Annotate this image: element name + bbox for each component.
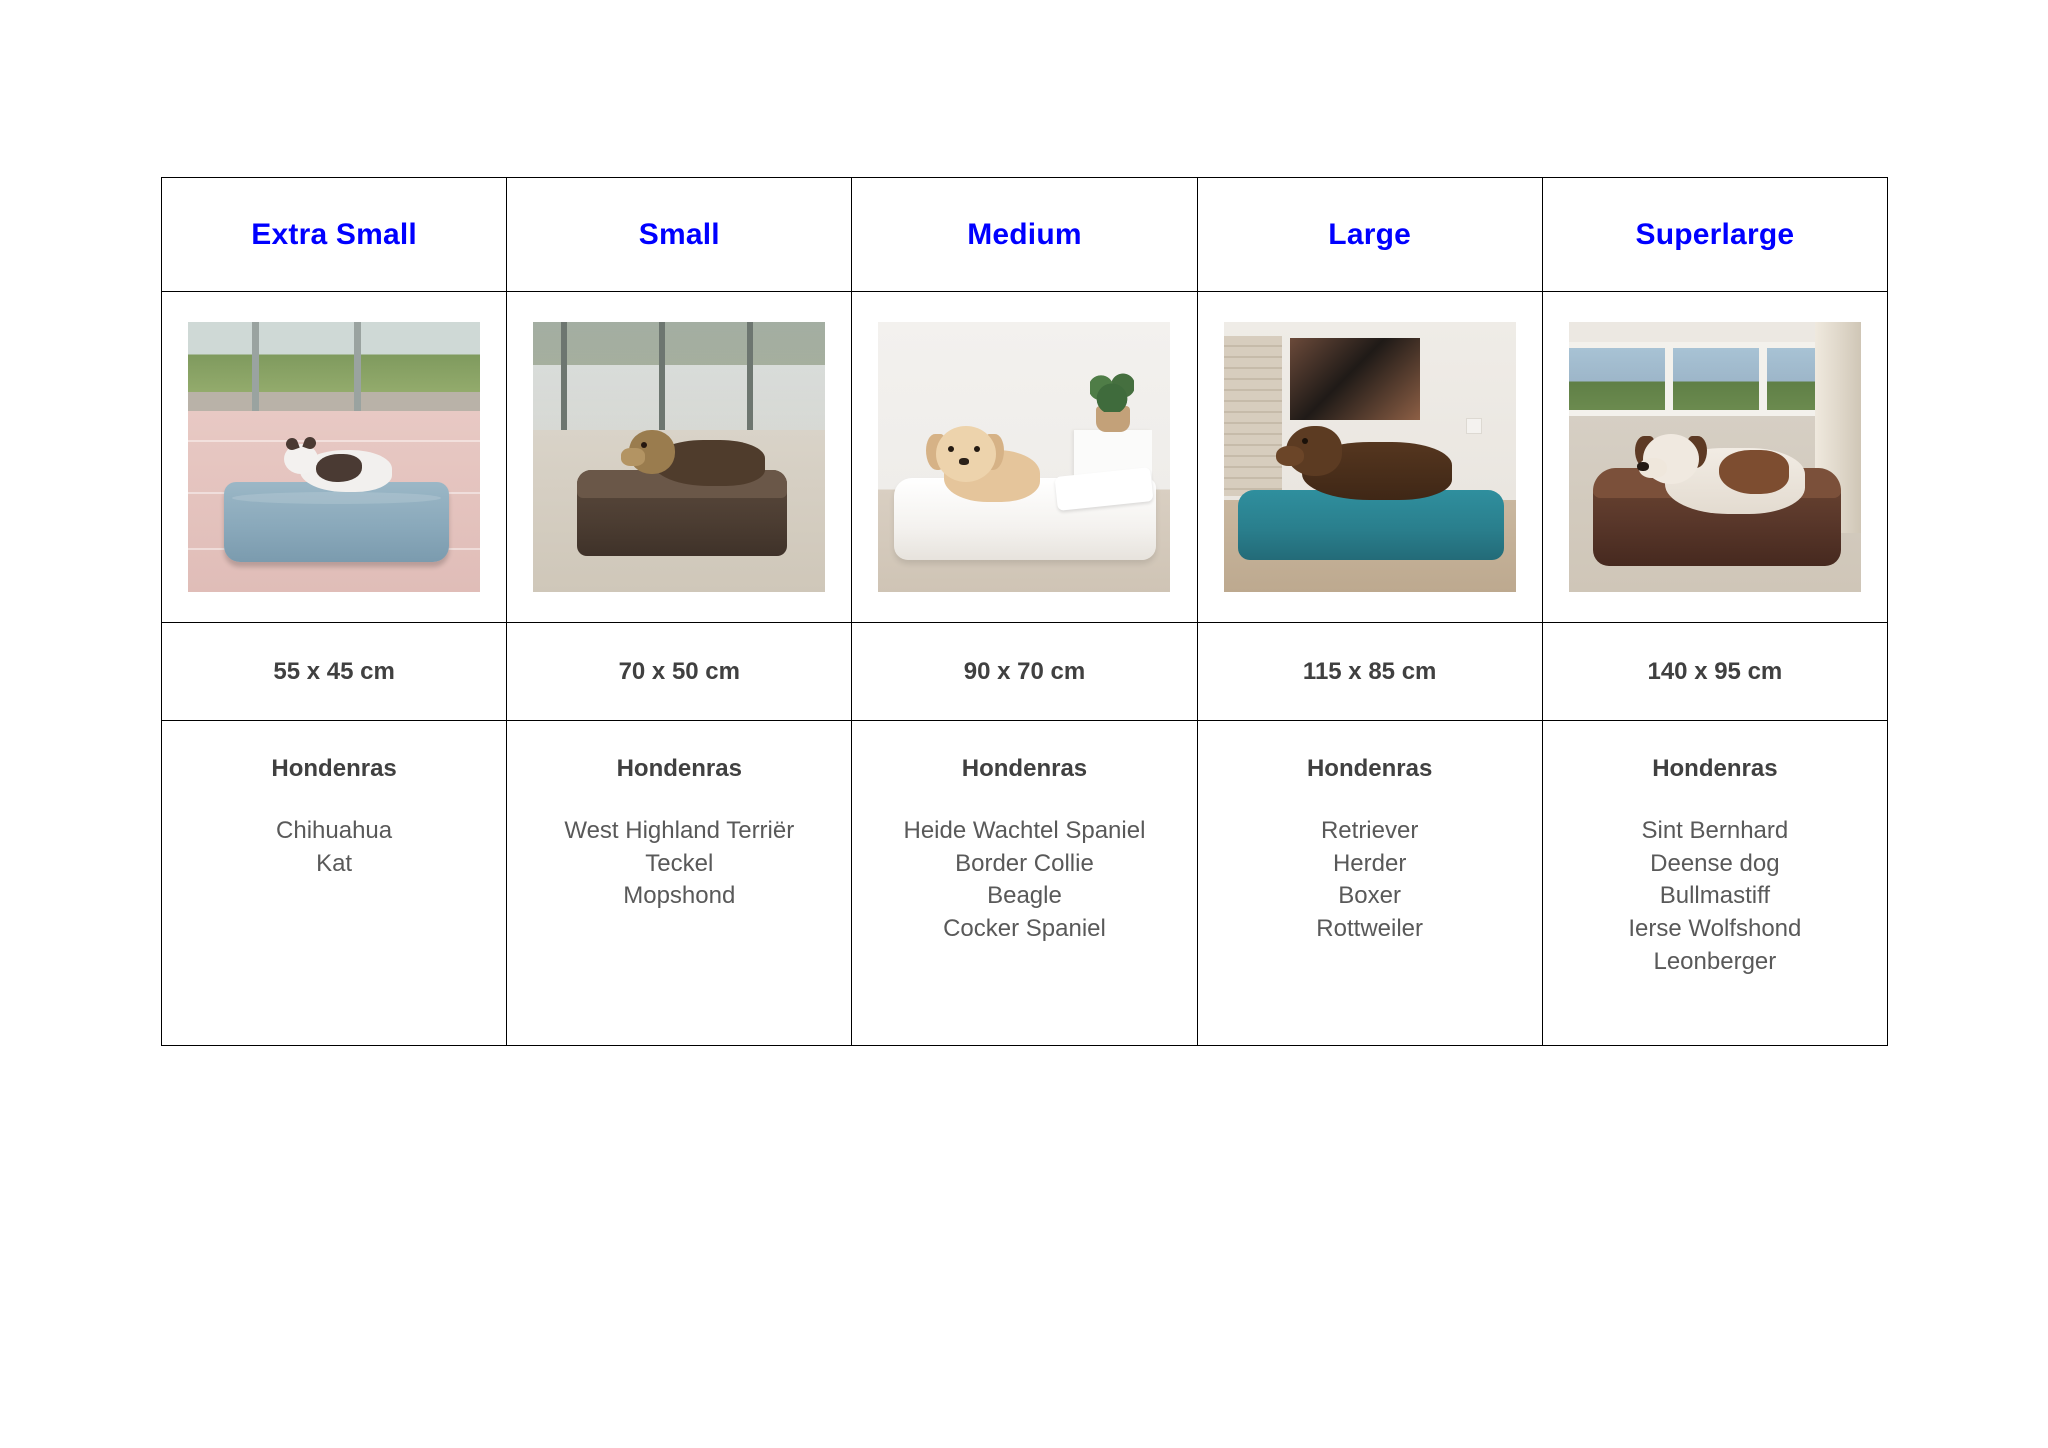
- breed-item: Kat: [316, 849, 353, 877]
- breeds-cell-extra-small: [162, 721, 507, 1046]
- photo-superlarge-st-bernard-on-brown-bed: [1569, 322, 1861, 592]
- breed-item: Retriever: [1320, 817, 1419, 844]
- breed-item: Teckel: [645, 849, 714, 877]
- breed-list-extra-small: [162, 815, 506, 880]
- dimension-cell-medium: [852, 623, 1197, 721]
- dimension-superlarge: 140 x 95 cm: [1647, 657, 1783, 685]
- breed-list-superlarge: [1543, 815, 1887, 978]
- breed-item: Ierse Wolfshond: [1628, 914, 1802, 942]
- dimension-medium: 90 x 70 cm: [963, 657, 1086, 685]
- photo-wrap-small: [507, 292, 851, 622]
- breed-list-medium: [852, 815, 1196, 946]
- breed-item: Herder: [1332, 849, 1407, 877]
- breed-item: Chihuahua: [276, 817, 393, 844]
- photo-extra-small-cat-on-light-blue-bed: [188, 322, 480, 592]
- table-breeds-row: [162, 721, 1888, 1046]
- photo-cell-superlarge: [1542, 292, 1887, 623]
- photo-large-chocolate-labrador-on-teal-bed: [1224, 322, 1516, 592]
- breed-item: Sint Bernhard: [1641, 817, 1789, 844]
- breed-heading-medium: Hondenras: [961, 755, 1088, 782]
- breeds-cell-superlarge: [1542, 721, 1887, 1046]
- breed-heading-extra-small: Hondenras: [271, 755, 397, 782]
- photo-wrap-medium: [852, 292, 1196, 622]
- photo-wrap-large: [1198, 292, 1542, 622]
- dog-bed-size-table: [161, 177, 1888, 1046]
- table-photo-row: [162, 292, 1888, 623]
- header-cell-small: [507, 178, 852, 292]
- table-header-row: [162, 178, 1888, 292]
- photo-wrap-superlarge: [1543, 292, 1887, 622]
- photo-cell-extra-small: [162, 292, 507, 623]
- dimension-small: 70 x 50 cm: [618, 657, 740, 685]
- photo-small-terrier-on-brown-bed: [533, 322, 825, 592]
- breed-list-small: [507, 815, 851, 913]
- breed-item: Boxer: [1338, 882, 1401, 910]
- breeds-cell-small: [507, 721, 852, 1046]
- size-name-small: Small: [638, 217, 720, 251]
- dimension-large: 115 x 85 cm: [1302, 657, 1437, 685]
- table-dimensions-row: [162, 623, 1888, 721]
- breed-item: Beagle: [987, 882, 1062, 910]
- breed-item: Bullmastiff: [1659, 882, 1770, 910]
- dimension-cell-small: [507, 623, 852, 721]
- dimension-cell-superlarge: [1542, 623, 1887, 721]
- breed-list-large: [1198, 815, 1542, 946]
- size-name-medium: Medium: [967, 217, 1082, 251]
- dimension-cell-extra-small: [162, 623, 507, 721]
- header-cell-superlarge: [1542, 178, 1887, 292]
- header-cell-extra-small: [162, 178, 507, 292]
- breeds-cell-medium: [852, 721, 1197, 1046]
- breed-item: West Highland Terriër: [564, 817, 795, 844]
- photo-medium-cockapoo-on-white-bed: [878, 322, 1170, 592]
- dimension-cell-large: [1197, 623, 1542, 721]
- photo-cell-small: [507, 292, 852, 623]
- photo-wrap-extra-small: [162, 292, 506, 622]
- breeds-cell-large: [1197, 721, 1542, 1046]
- breed-item: Cocker Spaniel: [943, 914, 1106, 942]
- breed-heading-large: Hondenras: [1306, 755, 1433, 782]
- size-name-extra-small: Extra Small: [251, 217, 417, 251]
- dimension-extra-small: 55 x 45 cm: [273, 657, 395, 685]
- breed-item: Rottweiler: [1316, 914, 1423, 942]
- breed-heading-superlarge: Hondenras: [1652, 755, 1778, 782]
- breed-heading-small: Hondenras: [616, 755, 742, 782]
- header-cell-medium: [852, 178, 1197, 292]
- breed-item: Border Collie: [955, 849, 1094, 877]
- breed-item: Deense dog: [1650, 849, 1780, 877]
- photo-cell-large: [1197, 292, 1542, 623]
- photo-cell-medium: [852, 292, 1197, 623]
- breed-item: Leonberger: [1653, 947, 1777, 975]
- breed-item: Mopshond: [623, 882, 736, 910]
- size-name-superlarge: Superlarge: [1635, 217, 1795, 251]
- breed-item: Heide Wachtel Spaniel: [903, 817, 1146, 844]
- size-name-large: Large: [1328, 217, 1411, 251]
- header-cell-large: [1197, 178, 1542, 292]
